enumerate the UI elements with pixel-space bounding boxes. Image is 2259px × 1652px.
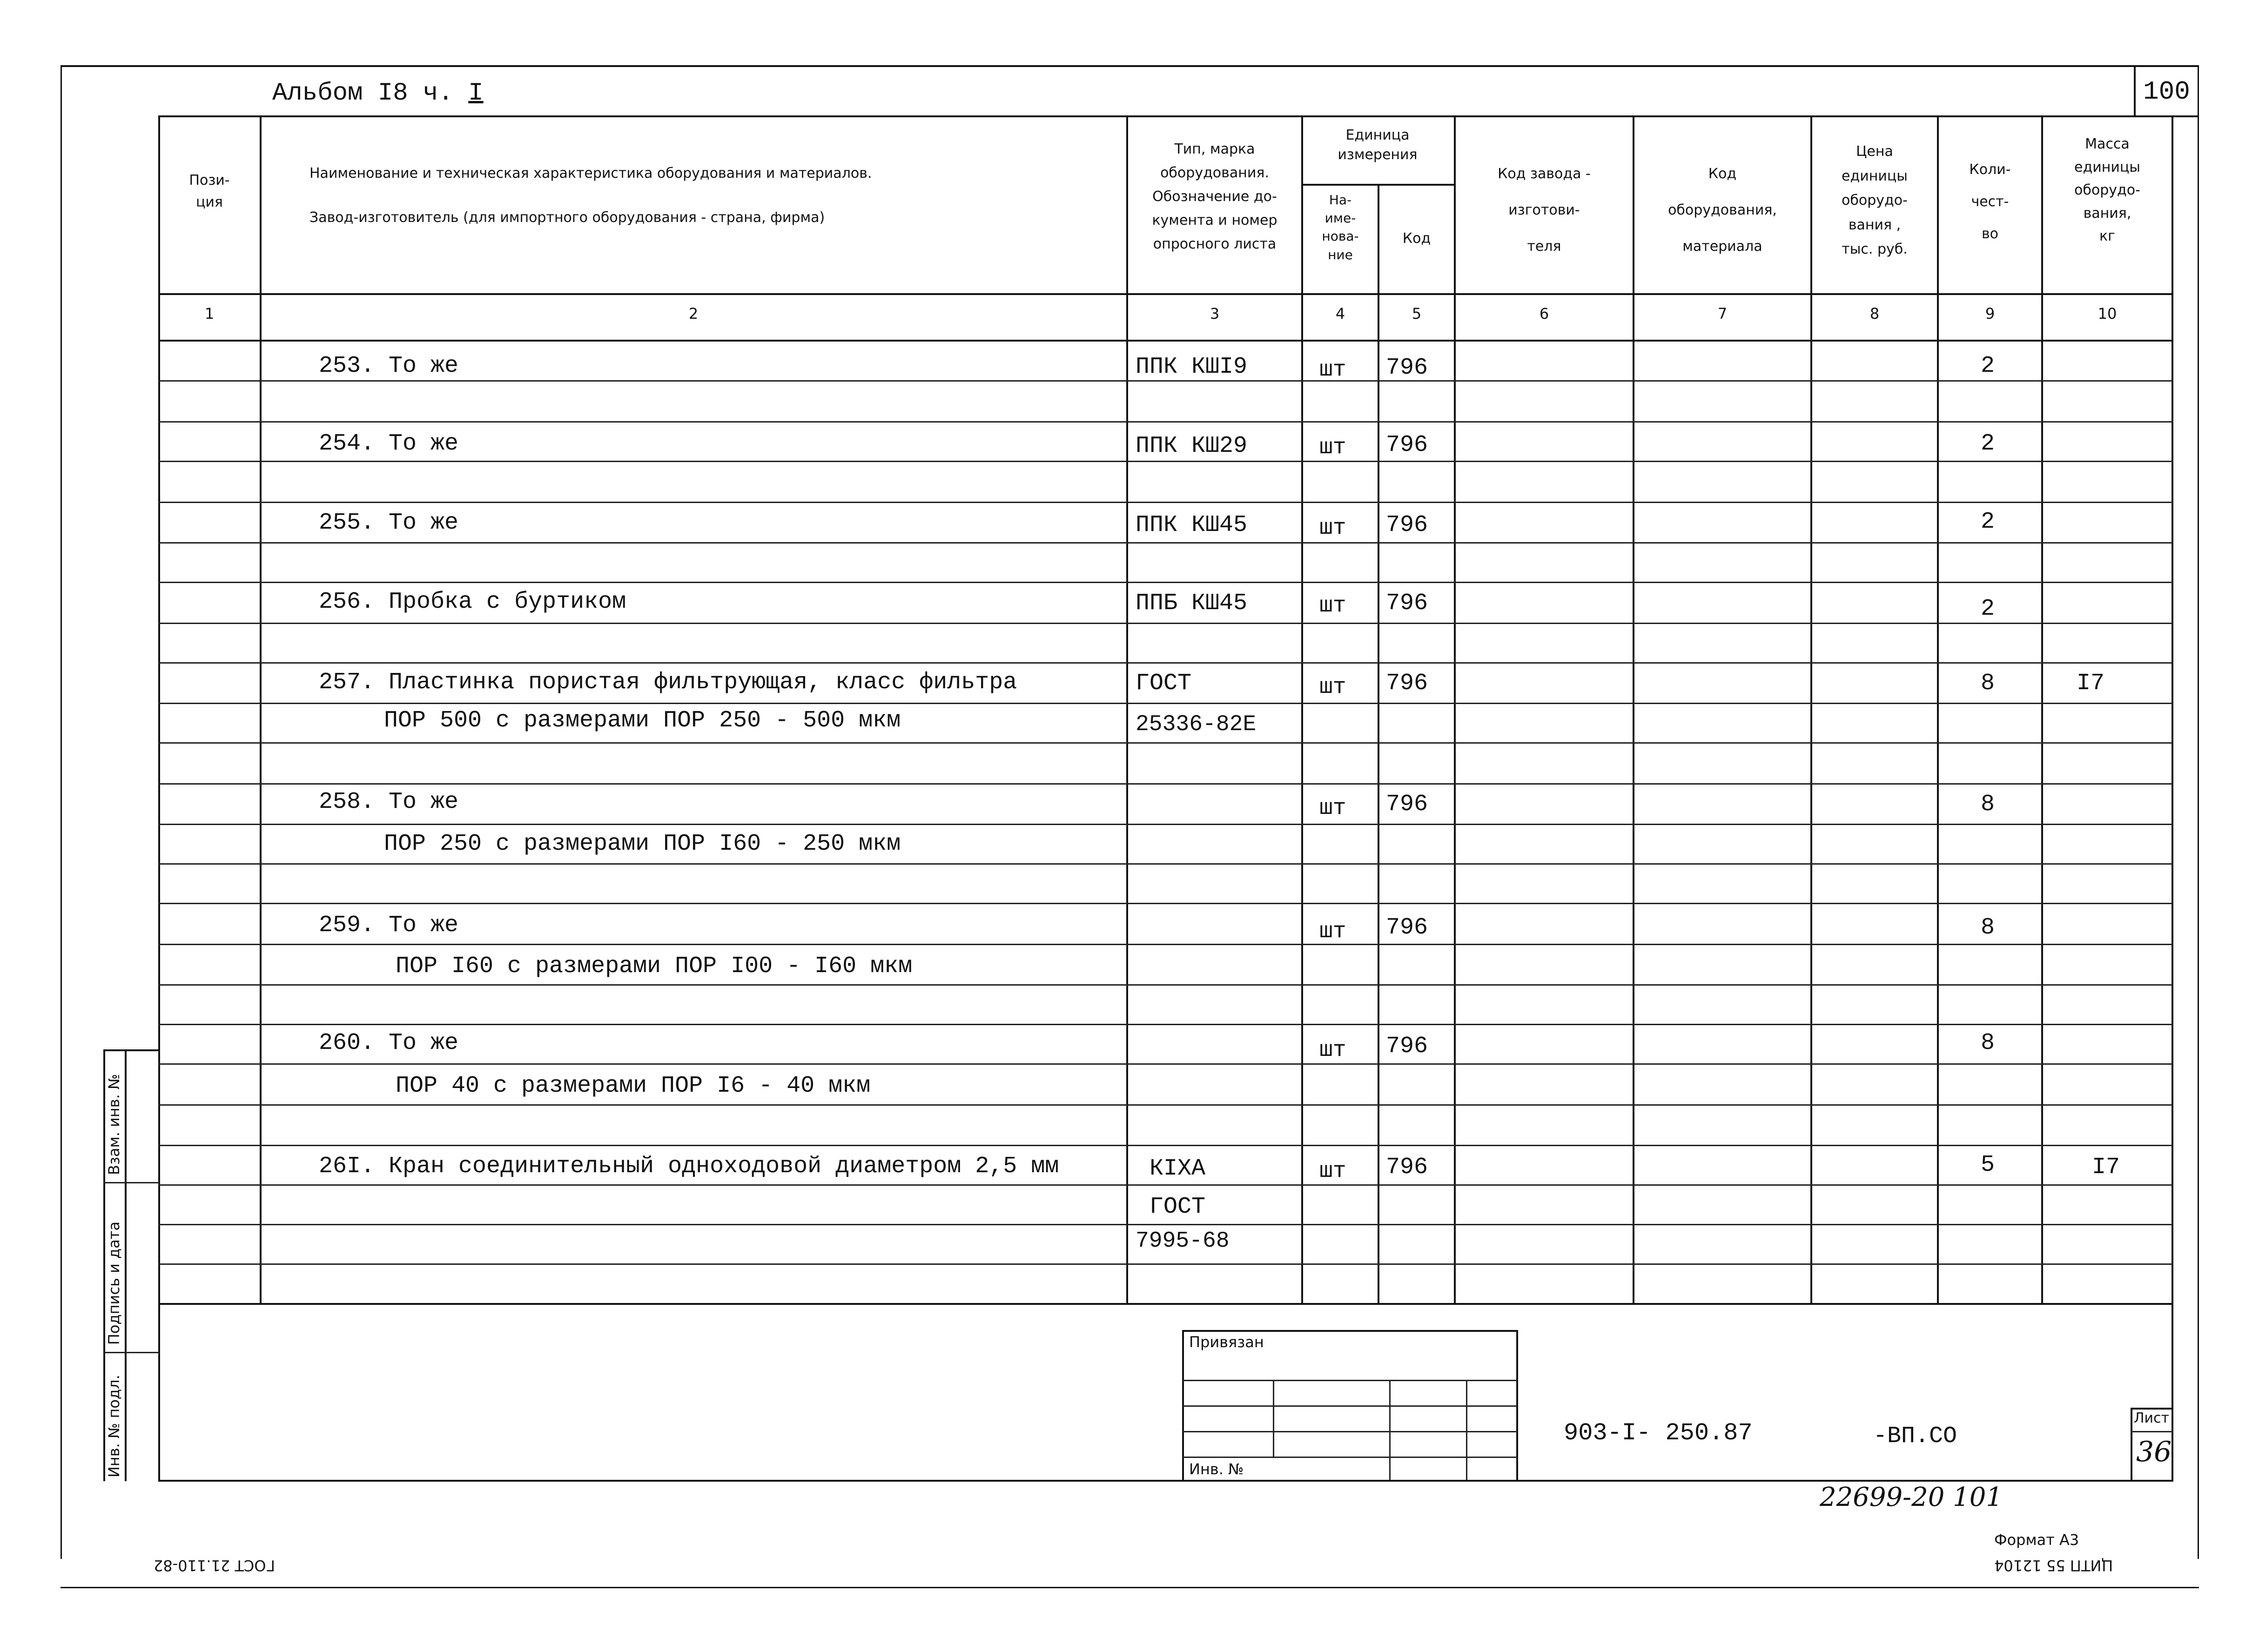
table-right	[2172, 115, 2173, 1481]
col-sep-3	[1301, 115, 1303, 1304]
row-257-code: 796	[1386, 670, 1428, 697]
header-position: Пози- ция	[189, 172, 230, 210]
row-255-type: ППК КШ45	[1136, 512, 1248, 538]
side-strip-mid	[125, 1049, 127, 1481]
frame-bottom-outer	[61, 1587, 2199, 1588]
row-254-code: 796	[1386, 432, 1428, 458]
row-258-name: 258. То же	[319, 789, 459, 815]
row-257-mass: I7	[2077, 670, 2105, 697]
row-259-code: 796	[1386, 914, 1428, 941]
row-258-code: 796	[1386, 791, 1428, 818]
col-sep-5	[1454, 115, 1456, 1304]
row-rule	[158, 944, 2173, 945]
row-rule	[158, 903, 2173, 904]
row-rule	[158, 623, 2173, 624]
colnum-6: 6	[1539, 305, 1549, 322]
row-257-qty: 8	[1981, 670, 1995, 697]
stamp-top	[1182, 1330, 1517, 1332]
row-258-qty: 8	[1981, 791, 1995, 818]
row-rule	[158, 542, 2173, 544]
row-261-qty: 5	[1981, 1152, 1995, 1178]
row-256-qty: 2	[1981, 596, 1995, 622]
colnum-7: 7	[1717, 305, 1728, 322]
row-rule	[158, 502, 2173, 503]
sheet-box-left	[2131, 1408, 2132, 1481]
header-unit-group: Единица измерения	[1338, 127, 1418, 163]
row-rule	[158, 662, 2173, 664]
doc-suffix: -ВП.СО	[1873, 1423, 1957, 1450]
album-label: Альбом I8 ч.	[272, 79, 453, 107]
body-bottom	[158, 1303, 2173, 1305]
table-top	[158, 115, 2173, 117]
row-rule	[158, 984, 2173, 986]
header-qty: Коли- чест- во	[1969, 161, 2011, 242]
col-sep-8	[1937, 115, 1939, 1304]
col-sep-6	[1633, 115, 1634, 1304]
row-260-code: 796	[1386, 1033, 1428, 1060]
header-mass: Масса единицы оборудо- вания, кг	[2074, 136, 2140, 244]
sheet-number: 36	[2136, 1436, 2172, 1468]
row-rule	[158, 1145, 2173, 1146]
row-257-unit: шт	[1319, 675, 1346, 700]
header-maker-code: Код завода - изготови- теля	[1498, 166, 1591, 255]
row-257-name2: ПОР 500 с размерами ПОР 250 - 500 мкм	[384, 707, 901, 734]
stamp-col-1	[1273, 1380, 1274, 1457]
row-260-name: 260. То же	[319, 1030, 459, 1056]
row-261-type2: ГОСТ	[1150, 1194, 1206, 1220]
colnum-8: 8	[1869, 305, 1880, 322]
side-inv-podl-label: Инв. № подл.	[105, 1375, 123, 1477]
unit-group-line	[1301, 184, 1455, 186]
row-259-unit: шт	[1319, 919, 1346, 944]
header-price: Цена единицы оборудо- вания , тыс. руб.	[1842, 143, 1908, 257]
col-sep-2	[1126, 115, 1128, 1304]
side-strip-sep-1	[103, 1182, 159, 1183]
colnum-1: 1	[204, 305, 215, 322]
row-260-qty: 8	[1981, 1030, 1995, 1056]
row-rule	[158, 1063, 2173, 1065]
col-sep-4	[1378, 184, 1379, 1304]
row-253-qty: 2	[1981, 353, 1995, 379]
header-unit-code: Код	[1402, 230, 1431, 247]
row-rule	[158, 461, 2173, 462]
side-strip-top	[103, 1049, 159, 1051]
row-259-name2: ПОР I60 с размерами ПОР I00 - I60 мкм	[396, 953, 913, 980]
colnum-2: 2	[688, 305, 699, 322]
gost-label: ГОСТ 21.110-82	[154, 1557, 275, 1574]
col-sep-7	[1810, 115, 1812, 1304]
row-261-mass: I7	[2092, 1154, 2120, 1181]
row-260-name2: ПОР 40 с размерами ПОР I6 - 40 мкм	[396, 1073, 871, 1099]
row-254-unit: шт	[1319, 435, 1346, 460]
format-label: Формат А3	[1994, 1531, 2079, 1549]
doc-code: 903-I- 250.87	[1564, 1419, 1753, 1447]
row-rule	[158, 582, 2173, 583]
row-255-name: 255. То же	[319, 510, 459, 536]
row-257-name: 257. Пластинка пористая фильтрующая, класс фильтра	[319, 669, 1017, 696]
row-261-type3: 7995-68	[1136, 1229, 1230, 1254]
frame-left-outer	[61, 65, 62, 1559]
row-261-code: 796	[1386, 1154, 1428, 1181]
row-254-qty: 2	[1981, 430, 1995, 457]
row-rule	[158, 742, 2173, 744]
row-rule	[158, 1104, 2173, 1106]
header-equip-code: Код оборудования, материала	[1668, 166, 1777, 255]
row-rule	[158, 1263, 2173, 1265]
block-bottom	[158, 1480, 2173, 1482]
stamp-inv-label: Инв. №	[1189, 1460, 1244, 1478]
row-256-code: 796	[1386, 590, 1428, 617]
row-253-unit: шт	[1319, 357, 1346, 383]
stamp-col-2	[1389, 1380, 1391, 1480]
row-259-qty: 8	[1981, 914, 1995, 941]
sheet-label: Лист	[2134, 1410, 2170, 1426]
pagebox-left	[2134, 65, 2136, 116]
row-255-unit: шт	[1319, 516, 1346, 541]
row-253-name: 253. То же	[319, 353, 459, 379]
row-253-type: ППК КШI9	[1136, 354, 1248, 380]
row-261-name: 26I. Кран соединительный одноходовой диаметром 2,5 мм	[319, 1153, 1059, 1180]
sheet-box-top	[2131, 1408, 2173, 1410]
row-rule	[158, 1224, 2173, 1225]
row-rule	[158, 863, 2173, 865]
page-number: 100	[2143, 77, 2190, 107]
header-bottom	[158, 293, 2173, 295]
row-256-type: ППБ КШ45	[1136, 590, 1248, 617]
row-rule	[158, 703, 2173, 704]
frame-right-outer	[2198, 65, 2199, 1559]
row-258-name2: ПОР 250 с размерами ПОР I60 - 250 мкм	[384, 831, 901, 857]
stamp-bound-label: Привязан	[1189, 1333, 1264, 1351]
row-rule	[158, 783, 2173, 785]
stamp-col-3	[1466, 1380, 1467, 1480]
row-rule	[158, 380, 2173, 382]
row-261-type: КIХА	[1150, 1155, 1206, 1182]
row-253-code: 796	[1386, 355, 1428, 381]
row-254-name: 254. То же	[319, 430, 459, 457]
sheet-box-mid	[2131, 1431, 2173, 1432]
album-part: I	[468, 79, 484, 107]
header-unit-name: На- име- нова- ние	[1322, 192, 1359, 262]
row-261-unit: шт	[1319, 1159, 1346, 1184]
row-258-unit: шт	[1319, 796, 1346, 821]
handwritten-number: 22699-20 101	[1820, 1482, 2003, 1512]
tsitp-label: ЦИТП 55 12104	[1994, 1557, 2113, 1574]
row-rule	[158, 1184, 2173, 1186]
album-title	[272, 79, 484, 107]
side-podpis-label: Подпись и дата	[105, 1221, 123, 1345]
row-254-type: ППК КШ29	[1136, 433, 1248, 459]
row-260-unit: шт	[1319, 1038, 1346, 1063]
colnum-3: 3	[1210, 305, 1220, 322]
header-name-line1: Наименование и техническая характеристика оборудования и материалов.	[309, 165, 872, 181]
row-257-type2: 25336-82Е	[1136, 712, 1257, 737]
row-256-unit: шт	[1319, 593, 1346, 618]
row-rule	[158, 1024, 2173, 1025]
row-rule	[158, 824, 2173, 825]
row-256-name: 256. Пробка с буртиком	[319, 589, 626, 615]
table-left	[158, 115, 160, 1481]
header-type: Тип, марка оборудования. Обозначение до- кумента и номер опросного листа	[1152, 141, 1277, 252]
row-255-code: 796	[1386, 512, 1428, 538]
row-255-qty: 2	[1981, 509, 1995, 535]
colnum-4: 4	[1335, 305, 1345, 322]
colnum-9: 9	[1985, 305, 1995, 322]
frame-top	[61, 65, 2199, 67]
row-259-name: 259. То же	[319, 912, 459, 939]
row-257-type: ГОСТ	[1136, 670, 1192, 697]
colnum-bottom	[158, 340, 2173, 342]
col-sep-1	[260, 115, 262, 1304]
col-sep-9	[2041, 115, 2043, 1304]
side-strip-sep-2	[103, 1352, 159, 1353]
row-rule	[158, 421, 2173, 423]
colnum-10: 10	[2098, 305, 2117, 322]
header-name-line2: Завод-изготовитель (для импортного оборудования - страна, фирма)	[309, 209, 825, 226]
side-vzam-label: Взам. инв. №	[105, 1074, 123, 1175]
colnum-5: 5	[1412, 305, 1422, 322]
